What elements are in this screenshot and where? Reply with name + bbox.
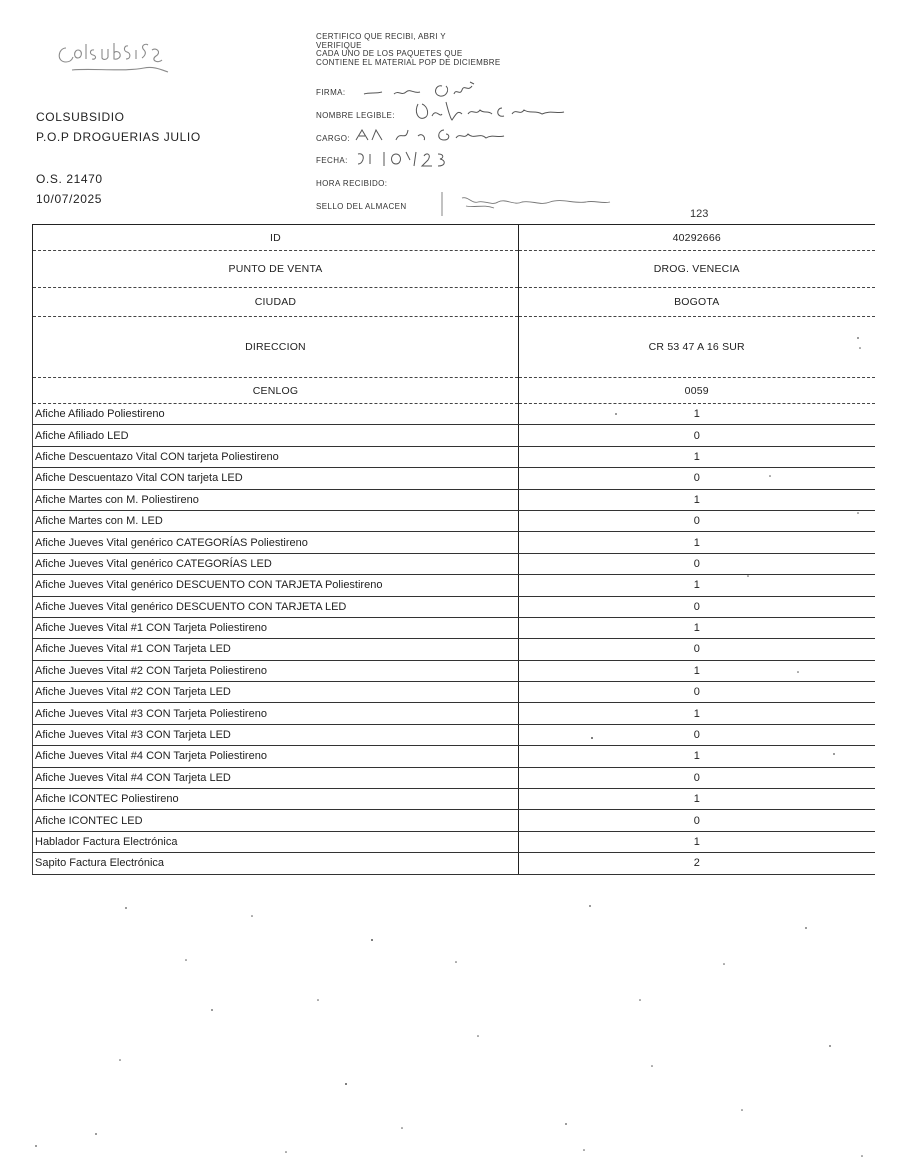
item-name: Afiche Jueves Vital genérico DESCUENTO CON TARJETA LED (33, 596, 519, 617)
table-row (33, 660, 875, 681)
table-row (33, 810, 875, 831)
order-number: O.S. 21470 (36, 172, 103, 186)
handwritten-date (354, 148, 454, 170)
item-quantity: 0 (519, 425, 875, 446)
table-row (33, 724, 875, 745)
handwritten-name (412, 100, 612, 124)
hora-label: HORA RECIBIDO: (316, 179, 388, 188)
item-name: Afiche Jueves Vital #3 CON Tarjeta LED (33, 724, 519, 745)
table-row (33, 425, 875, 446)
item-quantity: 0 (519, 553, 875, 574)
item-name: Afiche ICONTEC LED (33, 810, 519, 831)
certificate-line: CADA UNO DE LOS PAQUETES QUE (316, 49, 463, 59)
item-quantity: 0 (519, 682, 875, 703)
fecha-label: FECHA: (316, 156, 348, 165)
item-name: Afiche Jueves Vital genérico DESCUENTO CON TARJETA Poliestireno (33, 575, 519, 596)
item-name: Afiche Jueves Vital #4 CON Tarjeta LED (33, 767, 519, 788)
item-quantity: 1 (519, 831, 875, 852)
item-quantity: 0 (519, 724, 875, 745)
info-value: BOGOTA (674, 296, 720, 308)
item-name: Afiche Jueves Vital #4 CON Tarjeta Poliestireno (33, 746, 519, 767)
handwritten-cargo (352, 124, 552, 146)
item-quantity: 0 (519, 639, 875, 660)
item-quantity: 1 (519, 532, 875, 553)
info-value: CR 53 47 A 16 SUR (648, 341, 745, 353)
item-quantity: 1 (519, 446, 875, 467)
table-row (33, 468, 875, 489)
item-quantity: 0 (519, 510, 875, 531)
item-name: Afiche Jueves Vital #2 CON Tarjeta LED (33, 682, 519, 703)
item-quantity: 0 (519, 468, 875, 489)
info-label: PUNTO DE VENTA (33, 251, 519, 288)
document-subtitle: P.O.P DROGUERIAS JULIO (36, 130, 201, 144)
company-name: COLSUBSIDIO (36, 110, 125, 124)
item-quantity: 1 (519, 789, 875, 810)
certificate-line: VERIFIQUE (316, 40, 362, 50)
table-row (33, 682, 875, 703)
item-name: Afiche Jueves Vital genérico CATEGORÍAS Poliestireno (33, 532, 519, 553)
table-row (33, 489, 875, 510)
item-quantity: 1 (519, 660, 875, 681)
info-row (33, 288, 875, 317)
table-row (33, 575, 875, 596)
item-name: Afiche Jueves Vital #3 CON Tarjeta Poliestireno (33, 703, 519, 724)
item-quantity: 0 (519, 767, 875, 788)
item-name: Afiche Jueves Vital #2 CON Tarjeta Poliestireno (33, 660, 519, 681)
table-row (33, 831, 875, 852)
item-quantity: 1 (519, 575, 875, 596)
info-row (33, 251, 875, 288)
store-stamp (440, 188, 620, 218)
item-name: Afiche Martes con M. LED (33, 510, 519, 531)
table-row (33, 404, 875, 425)
item-name: Sapito Factura Electrónica (33, 853, 519, 874)
info-label: CENLOG (33, 378, 519, 404)
table-row (33, 789, 875, 810)
firma-label: FIRMA: (316, 88, 346, 97)
table-row (33, 639, 875, 660)
item-name: Afiche Afiliado LED (33, 425, 519, 446)
info-label: CIUDAD (33, 288, 519, 317)
item-quantity: 0 (519, 596, 875, 617)
item-name: Afiche Martes con M. Poliestireno (33, 489, 519, 510)
item-name: Afiche ICONTEC Poliestireno (33, 789, 519, 810)
item-quantity: 1 (519, 617, 875, 638)
info-row (33, 378, 875, 404)
item-quantity: 1 (519, 703, 875, 724)
certificate-line: CERTIFICO QUE RECIBI, ABRI Y (316, 32, 446, 41)
item-quantity: 1 (519, 746, 875, 767)
table-row (33, 853, 875, 874)
document-date: 10/07/2025 (36, 192, 103, 206)
info-label: ID (33, 225, 519, 251)
info-value: 40292666 (672, 231, 721, 244)
nombre-label: NOMBRE LEGIBLE: (316, 111, 395, 120)
info-value: DROG. VENECIA (653, 263, 740, 275)
item-name: Afiche Descuentazo Vital CON tarjeta Poliestireno (33, 446, 519, 467)
cargo-label: CARGO: (316, 134, 350, 143)
item-quantity: 1 (519, 404, 875, 425)
item-quantity: 2 (519, 853, 875, 874)
item-quantity: 1 (519, 489, 875, 510)
sello-label: SELLO DEL ALMACEN (316, 202, 407, 211)
table-row (33, 510, 875, 531)
item-name: Afiche Jueves Vital #1 CON Tarjeta Poliestireno (33, 617, 519, 638)
certificate-text (316, 33, 500, 67)
table-row (33, 596, 875, 617)
page-number: 123 (690, 208, 709, 220)
item-name: Afiche Jueves Vital #1 CON Tarjeta LED (33, 639, 519, 660)
handwritten-signature (350, 80, 530, 102)
table-row (33, 446, 875, 467)
certificate-line: CONTIENE EL MATERIAL POP DE DICIEMBRE (316, 57, 501, 67)
colsubsidio-logo (52, 38, 174, 84)
delivery-table (32, 224, 875, 875)
table-row (33, 746, 875, 767)
table-row (33, 553, 875, 574)
table-row (33, 617, 875, 638)
item-name: Afiche Afiliado Poliestireno (33, 404, 519, 425)
item-name: Afiche Jueves Vital genérico CATEGORÍAS LED (33, 553, 519, 574)
info-value: 0059 (684, 384, 709, 397)
info-row (33, 317, 875, 378)
item-quantity: 0 (519, 810, 875, 831)
item-name: Afiche Descuentazo Vital CON tarjeta LED (33, 468, 519, 489)
table-row (33, 532, 875, 553)
item-name: Hablador Factura Electrónica (33, 831, 519, 852)
table-row (33, 703, 875, 724)
info-row (33, 225, 875, 251)
table-row (33, 767, 875, 788)
info-label: DIRECCION (33, 317, 519, 378)
